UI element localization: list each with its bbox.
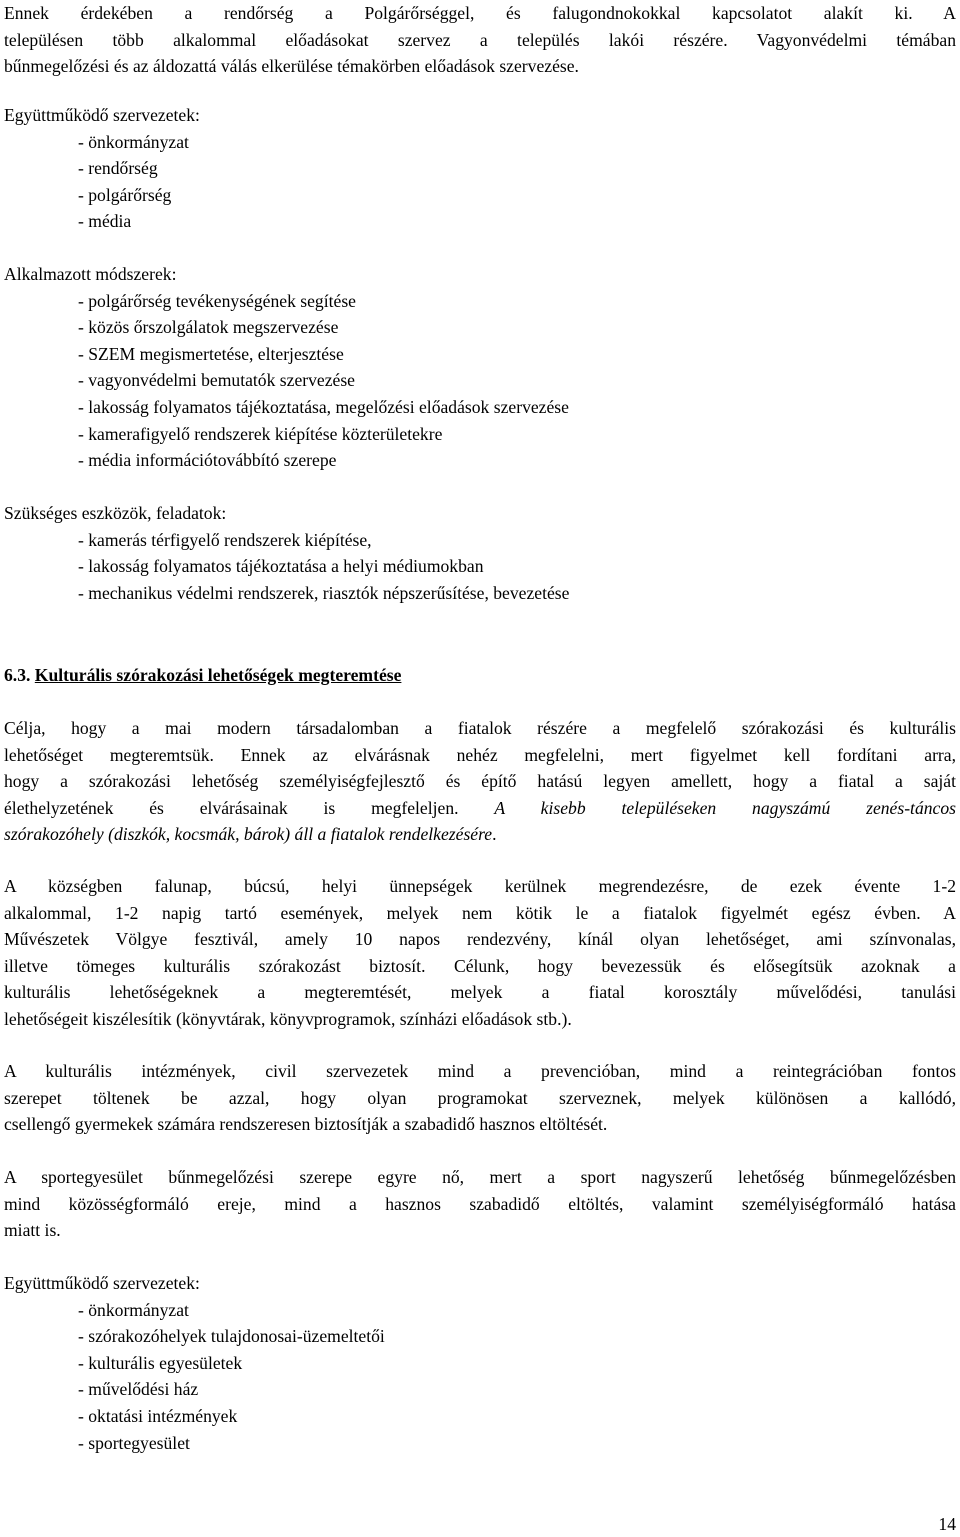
partners-list	[4, 1297, 956, 1457]
list-item: - média információtovábbító szerepe	[78, 450, 337, 471]
tools-title: Szükséges eszközök, feladatok:	[4, 503, 227, 523]
methods-list	[4, 288, 956, 474]
list-item: - lakosság folyamatos tájékoztatása, megelőzési előadások szervezése	[78, 396, 569, 417]
list-item: - szórakozóhelyek tulajdonosai-üzemeltetői	[78, 1326, 385, 1347]
list-item: - közös őrszolgálatok megszervezése	[78, 317, 339, 338]
paragraph-4	[4, 1164, 956, 1244]
section-number: 6.3.	[4, 665, 31, 685]
paragraph-2	[4, 873, 956, 1033]
list-item: - kamerafigyelő rendszerek kiépítése közterületekre	[78, 423, 443, 444]
methods-section	[4, 261, 956, 474]
paragraph-1	[4, 715, 956, 848]
text-line: kulturális lehetőségeknek a megteremtését, melyek a fiatal korosztály művelődési, tanulási	[4, 982, 956, 1003]
text-line: lehetőségeit kiszélesítik (könyvtárak, könyvprogramok, színházi előadások stb.).	[4, 1008, 572, 1029]
list-item: - média	[78, 211, 132, 232]
list-item: - kulturális egyesületek	[78, 1352, 243, 1373]
text-span: élethelyzetének és elvárásainak is megfeleljen.	[4, 797, 459, 818]
italic-span: szórakozóhely (diszkók, kocsmák, bárok) áll a fiatalok rendelkezésére	[4, 824, 493, 845]
text-line: illetve tömeges kulturális szórakozást biztosít. Célunk, hogy bevezessük és elősegítsük azoknak a	[4, 955, 956, 976]
text-line	[4, 795, 956, 822]
list-item: - polgárőrség tevékenységének segítése	[78, 290, 356, 311]
section-title: Kulturális szórakozási lehetőségek megteremtése	[34, 665, 402, 685]
text-line: Művészetek Völgye fesztivál, amely 10 napos rendezvény, kínál olyan lehetőséget, ami színvonalas,	[4, 929, 956, 950]
partners-section-2	[4, 1270, 956, 1456]
list-item: - SZEM megismertetése, elterjesztése	[78, 343, 344, 364]
text-line: alkalommal, 1-2 napig tartó események, melyek nem kötik le a fiatalok figyelmét egész évben. A	[4, 902, 956, 923]
list-item: - mechanikus védelmi rendszerek, riasztók népszerűsítése, bevezetése	[78, 582, 570, 603]
text-line: hogy a szórakozási lehetőség személyiségfejlesztő és építő hatású legyen amellett, hogy a fiatal a saját	[4, 771, 956, 792]
tools-list	[4, 527, 956, 607]
list-item: - önkormányzat	[78, 1299, 189, 1320]
italic-span: A kisebb településeken nagyszámú zenés-táncos	[494, 797, 956, 818]
partners-list	[4, 129, 956, 235]
list-item: - sportegyesület	[78, 1432, 190, 1453]
list-item: - polgárőrség	[78, 184, 172, 205]
list-item: - művelődési ház	[78, 1379, 199, 1400]
text-line: lehetőséget megteremtsük. Ennek az elvárásnak nehéz megfelelni, mert figyelmet kell fordítani arra,	[4, 744, 956, 765]
intro-paragraph	[4, 0, 956, 80]
text-line: Ennek érdekében a rendőrség a Polgárőrséggel, és falugondnokokkal kapcsolatot alakít ki. A	[4, 3, 956, 23]
paragraph-3	[4, 1058, 956, 1138]
text-line: miatt is.	[4, 1220, 61, 1241]
text-line: mind közösségformáló ereje, mind a hasznos szabadidő eltöltés, valamint személyiségformáló hatása	[4, 1193, 956, 1214]
text-line: csellengő gyermekek számára rendszeresen biztosítják a szabadidő hasznos eltöltését.	[4, 1114, 608, 1135]
list-item: - lakosság folyamatos tájékoztatása a helyi médiumokban	[78, 556, 484, 577]
list-item: - önkormányzat	[78, 131, 189, 152]
text-line	[4, 821, 956, 848]
text-line: Célja, hogy a mai modern társadalomban a fiatalok részére a megfelelő szórakozási és kulturális	[4, 718, 956, 738]
text-line: A sportegyesület bűnmegelőzési szerepe egyre nő, mert a sport nagyszerű lehetőség bűnmegelőzésben	[4, 1167, 956, 1187]
partners-title: Együttműködő szervezetek:	[4, 1273, 200, 1293]
text-span: .	[492, 824, 497, 845]
methods-title: Alkalmazott módszerek:	[4, 264, 177, 284]
text-line: A kulturális intézmények, civil szervezetek mind a prevencióban, mind a reintegrációban fontos	[4, 1061, 956, 1081]
section-heading	[4, 662, 956, 689]
page-number: 14	[938, 1514, 956, 1534]
text-line: településen több alkalommal előadásokat szervez a település lakói részére. Vagyonvédelmi témában	[4, 29, 956, 50]
list-item: - rendőrség	[78, 158, 158, 179]
list-item: - vagyonvédelmi bemutatók szervezése	[78, 370, 355, 391]
text-line: szerepet töltenek be azzal, hogy olyan programokat szerveznek, melyek különösen a kallódó,	[4, 1087, 956, 1108]
list-item: - kamerás térfigyelő rendszerek kiépítése,	[78, 529, 372, 550]
tools-section	[4, 500, 956, 606]
partners-section-1	[4, 102, 956, 235]
text-line: bűnmegelőzési és az áldozattá válás elkerülése témakörben előadások szervezése.	[4, 56, 579, 77]
text-line: A községben falunap, búcsú, helyi ünnepségek kerülnek megrendezésre, de ezek évente 1-2	[4, 876, 956, 896]
partners-title: Együttműködő szervezetek:	[4, 105, 200, 125]
list-item: - oktatási intézmények	[78, 1405, 238, 1426]
